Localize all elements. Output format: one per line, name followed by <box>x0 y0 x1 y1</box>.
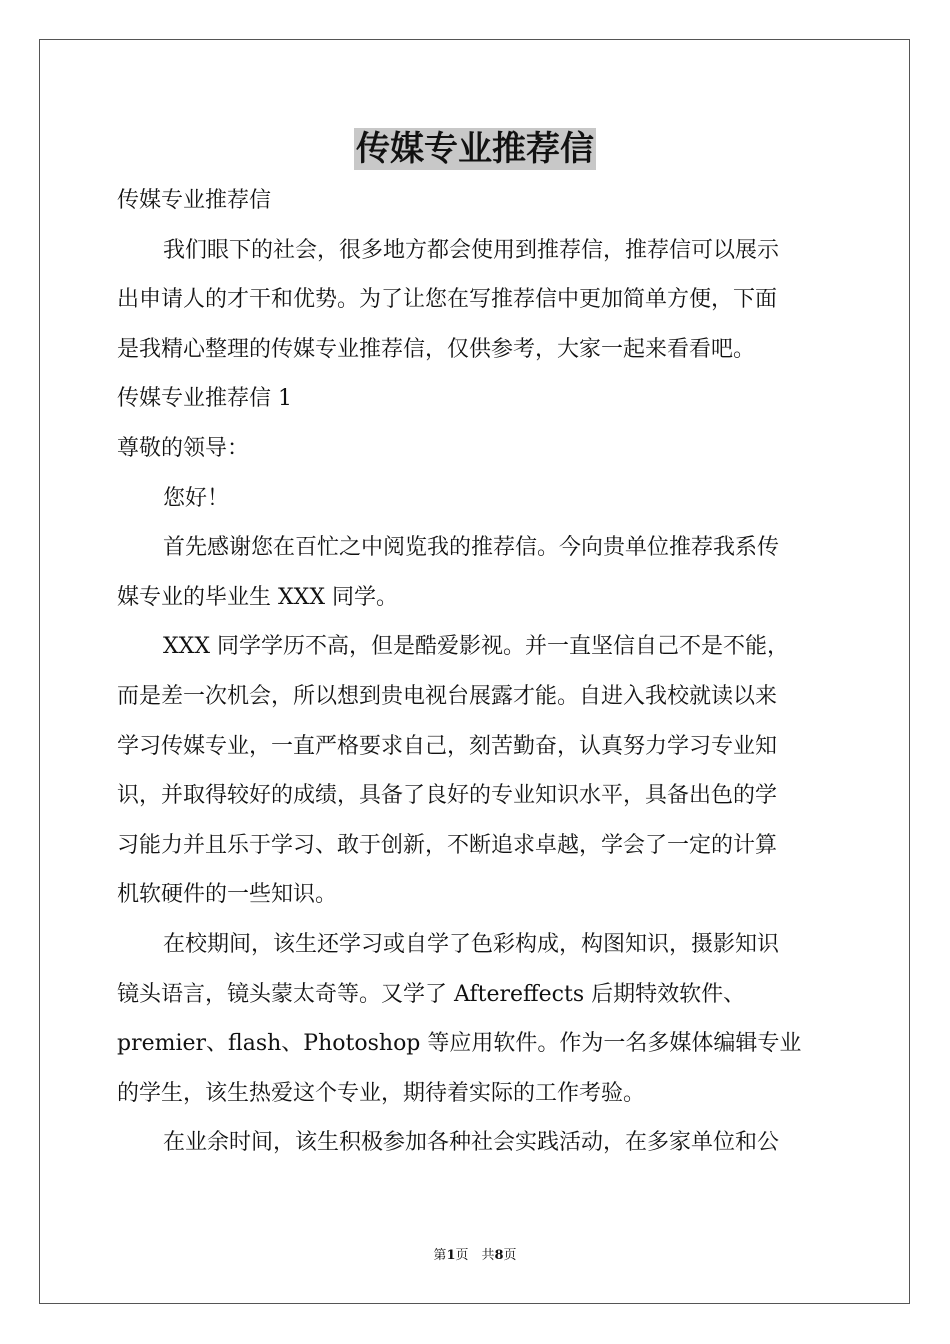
body-line: 传媒专业推荐信 1 <box>117 386 292 412</box>
body-line: 而是差一次机会，所以想到贵电视台展露才能。自进入我校就读以来 <box>117 683 778 709</box>
total-page-count: 8 <box>494 1248 504 1263</box>
body-line: 出申请人的才干和优势。为了让您在写推荐信中更加简单方便，下面 <box>117 287 778 313</box>
body-line: 我们眼下的社会，很多地方都会使用到推荐信，推荐信可以展示 <box>163 237 780 263</box>
body-line: 尊敬的领导： <box>117 435 250 461</box>
footer-prefix: 第 <box>433 1248 447 1263</box>
title-container <box>0 128 950 170</box>
body-line: 您好！ <box>163 485 230 511</box>
body-line: 在校期间，该生还学习或自学了色彩构成，构图知识，摄影知识 <box>163 931 780 957</box>
body-line: 学习传媒专业，一直严格要求自己，刻苦勤奋，认真努力学习专业知 <box>117 733 778 759</box>
footer-suffix: 页 <box>503 1248 517 1263</box>
current-page-number: 1 <box>446 1248 456 1263</box>
body-line: 识，并取得较好的成绩，具备了良好的专业知识水平，具备出色的学 <box>117 783 778 809</box>
page-footer <box>0 1246 950 1266</box>
footer-mid: 页 共 <box>455 1248 495 1263</box>
body-line: 的学生，该生热爱这个专业，期待着实际的工作考验。 <box>117 1080 646 1106</box>
body-line: 是我精心整理的传媒专业推荐信，仅供参考，大家一起来看看吧。 <box>117 336 756 362</box>
body-line: 在业余时间，该生积极参加各种社会实践活动，在多家单位和公 <box>163 1130 780 1156</box>
body-line: 习能力并且乐于学习、敢于创新，不断追求卓越，学会了一定的计算 <box>117 832 778 858</box>
body-line: 传媒专业推荐信 <box>117 188 272 213</box>
body-line: 镜头语言，镜头蒙太奇等。又学了 Aftereffects 后期特效软件、 <box>117 981 746 1007</box>
body-line: 媒专业的毕业生 XXX 同学。 <box>117 584 398 610</box>
body-line: 首先感谢您在百忙之中阅览我的推荐信。今向贵单位推荐我系传 <box>163 535 780 561</box>
document-title: 传媒专业推荐信 <box>356 129 594 169</box>
body-line: XXX 同学学历不高，但是酷爱影视。并一直坚信自己不是不能， <box>163 634 789 660</box>
body-line: 机软硬件的一些知识。 <box>117 882 338 908</box>
body-line: premier、flash、Photoshop 等应用软件。作为一名多媒体编辑专业 <box>117 1031 802 1057</box>
document-body <box>117 176 833 1168</box>
